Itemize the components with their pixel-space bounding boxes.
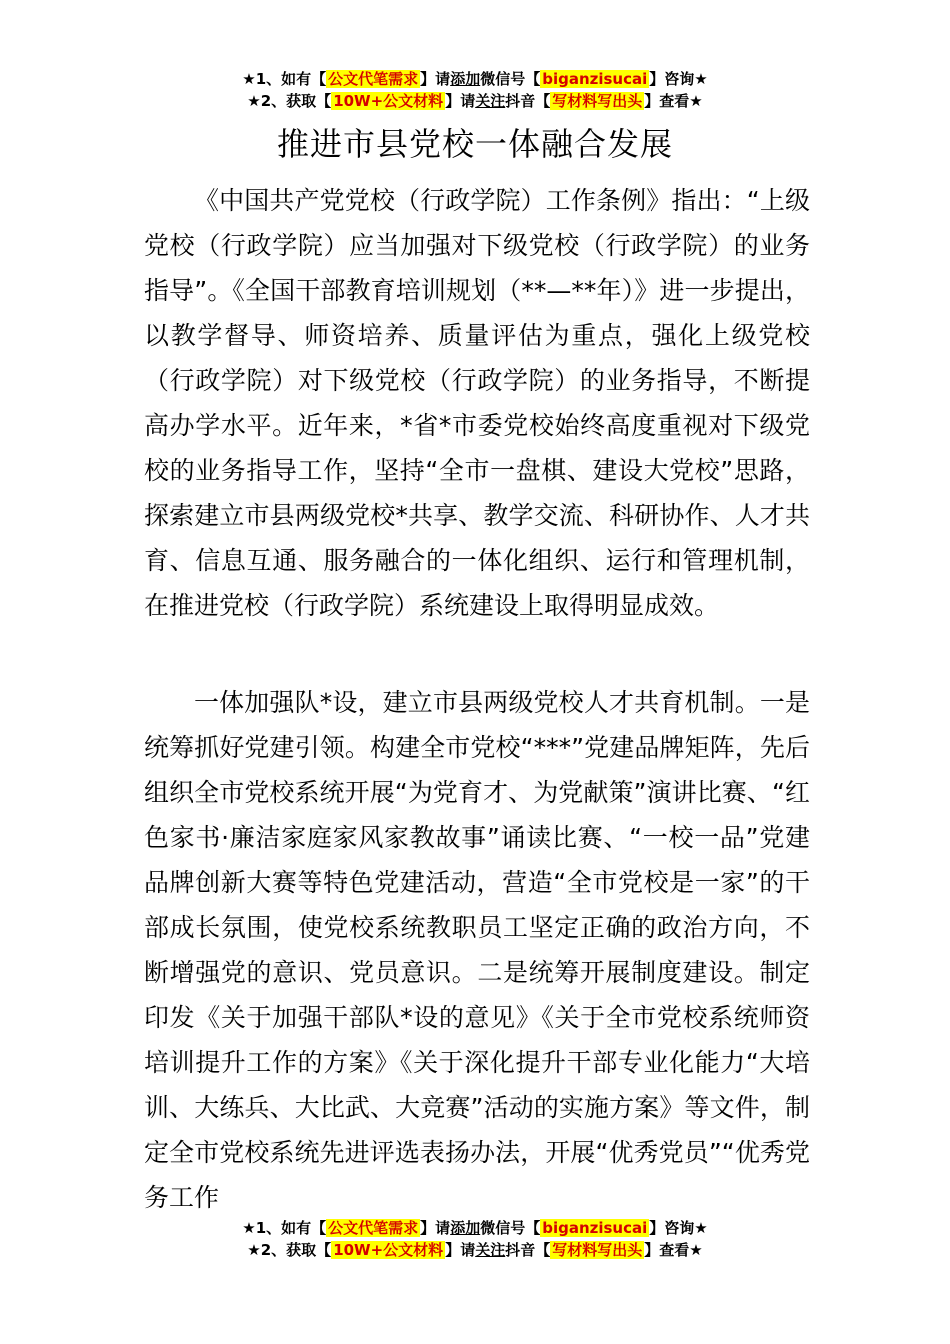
promo-highlight: 10W+公文材料	[333, 1241, 444, 1259]
promo-underlined: 添加	[450, 1219, 481, 1237]
promo-text: 抖音【	[505, 1241, 551, 1259]
promo-text: 】请	[420, 1219, 451, 1237]
promo-highlight: 写材料写出头	[552, 1241, 643, 1259]
promo-banner-bottom	[0, 1217, 950, 1261]
promo-highlight: 写材料写出头	[552, 92, 643, 110]
promo-prefix: ★1、如有【	[242, 1219, 327, 1237]
promo-highlight: 10W+公文材料	[333, 92, 444, 110]
promo-line-1	[0, 1217, 950, 1239]
promo-text: 微信号【	[480, 1219, 541, 1237]
promo-prefix: ★1、如有【	[242, 70, 327, 88]
paragraph-text: 一体加强队*设，建立市县两级党校人才共育机制。一是统筹抓好党建引领。构建全市党校“***”党建品牌矩阵，先后组织全市党校系统开展“为党育才、为党献策”演讲比赛、“红色家书·廉洁家庭家风家教故事”诵读比赛、“一校一品”党建品牌创新大赛等特色党建活动，营造“全市党校是一家”的干部成长氛围，使党校系统教职员工坚定正确的政治方向，不断增强党的意识、党员意识。二是统筹开展制度建设。制定印发《关于加强干部队*设的意见》《关于全市党校系统师资培训提升工作的方案》《关于深化提升干部专业化能力“大培训、大练兵、大比武、大竞赛”活动的实施方案》等文件，制定全市党校系统先进评选表扬办法，开展“优秀党员”“优秀党务工作	[144, 688, 810, 1212]
promo-prefix: ★2、获取【	[247, 1241, 332, 1259]
body-paragraph-1	[144, 178, 810, 628]
promo-line-2	[0, 1239, 950, 1261]
promo-text: 】请	[420, 70, 451, 88]
promo-suffix: 】查看★	[644, 1241, 703, 1259]
paragraph-text: 《中国共产党党校（行政学院）工作条例》指出：“上级党校（行政学院）应当加强对下级党校（行政学院）的业务指导”。《全国干部教育培训规划（**—**年）》进一步提出，以教学督导、师资培养、质量评估为重点，强化上级党校（行政学院）对下级党校（行政学院）的业务指导，不断提高办学水平。近年来，*省*市委党校始终高度重视对下级党校的业务指导工作，坚持“全市一盘棋、建设大党校”思路，探索建立市县两级党校*共享、教学交流、科研协作、人才共育、信息互通、服务融合的一体化组织、运行和管理机制，在推进党校（行政学院）系统建设上取得明显成效。	[144, 186, 810, 620]
promo-highlight: biganzisucai	[542, 1219, 648, 1237]
document-title: 推进市县党校一体融合发展	[276, 125, 673, 163]
promo-suffix: 】咨询★	[649, 70, 708, 88]
promo-text: 抖音【	[505, 92, 551, 110]
promo-text: 】请	[445, 1241, 476, 1259]
promo-highlight: 公文代笔需求	[328, 70, 419, 88]
promo-text: 微信号【	[480, 70, 541, 88]
promo-underlined: 关注	[475, 1241, 506, 1259]
promo-suffix: 】咨询★	[649, 1219, 708, 1237]
promo-suffix: 】查看★	[644, 92, 703, 110]
promo-underlined: 关注	[475, 92, 506, 110]
promo-highlight: biganzisucai	[542, 70, 648, 88]
promo-banner-top	[0, 68, 950, 112]
body-paragraph-2	[144, 680, 810, 1220]
promo-line-1	[0, 68, 950, 90]
promo-line-2	[0, 90, 950, 112]
promo-text: 】请	[445, 92, 476, 110]
promo-underlined: 添加	[450, 70, 481, 88]
promo-prefix: ★2、获取【	[247, 92, 332, 110]
promo-highlight: 公文代笔需求	[328, 1219, 419, 1237]
